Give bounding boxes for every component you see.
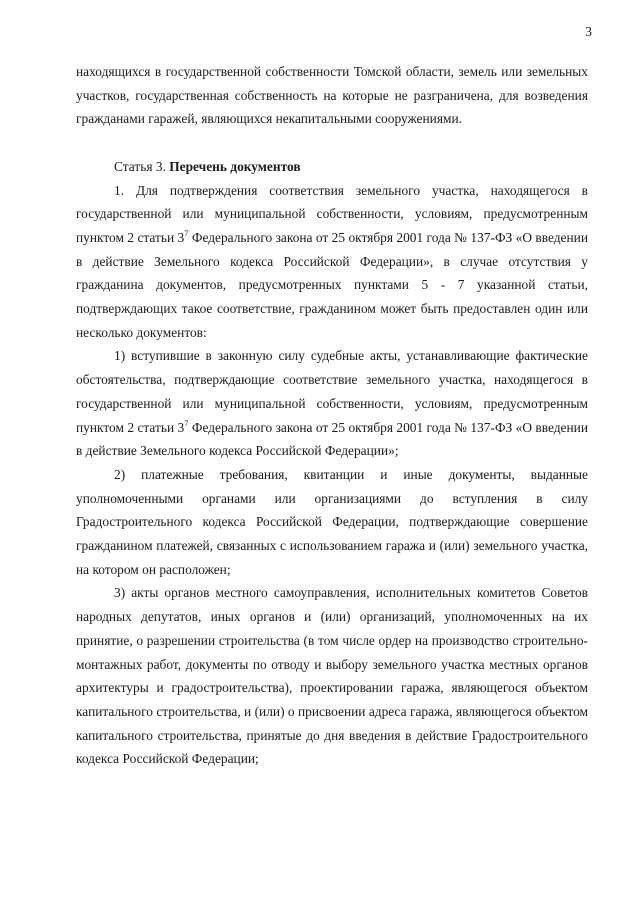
- paragraph-1-part-a: 1. Для подтверждения соответствия земельного участка, находящегося в государственной или муниципальной собственности, условиям, предусмотренным пунктом 2 статьи 3: [76, 182, 588, 245]
- paragraph-1: [76, 179, 588, 345]
- paragraph-1-superscript: 7: [184, 227, 189, 238]
- list-item-3: 3) акты органов местного самоуправления, исполнительных комитетов Советов народных депутатов, иных органов и (или) организаций, уполномоченных на их принятие, о разрешении строительства (в том числе ордер на производство строительно-монтажных работ, документы по отводу и выбору земельного участка местных органов архитектуры и градостроительства), проектировании гаража, являющегося объектом капитального строительства, и (или) о присвоении адреса гаража, являющегося объектом капитального строительства, принятые до дня введения в действие Градостроительного кодекса Российской Федерации;: [76, 585, 588, 767]
- article-heading: [76, 155, 588, 179]
- list-item-1-part-a: 1) вступившие в законную силу судебные акты, устанавливающие фактические обстоятельства, подтверждающие соответствие земельного участка, находящегося в государственной или муниципальной собственности, условиям, предусмотренным пунктом 2 статьи 3: [76, 348, 588, 435]
- list-item-1: [76, 344, 588, 463]
- list-item-1-part-b: Федерального закона от 25 октября 2001 года № 137-ФЗ «О введении в действие Земельного кодекса Российской Федерации»;: [76, 419, 588, 459]
- list-item-2: 2) платежные требования, квитанции и иные документы, выданные уполномоченными органами или организациями до вступления в силу Градостроительного кодекса Российской Федерации, подтверждающие совершение гражданином платежей, связанных с использованием гаража и (или) земельного участка, на котором он расположен;: [76, 466, 588, 577]
- article-title: Перечень документов: [169, 158, 301, 174]
- paragraph-gap: [76, 131, 588, 155]
- paragraph-1-part-b: Федерального закона от 25 октября 2001 года № 137-ФЗ «О введении в действие Земельного кодекса Российской Федерации», в случае отсутствия у гражданина документов, предусмотренных пунктами 5 - 7 указанной статьи, подтверждающих такое соответствие, гражданином может быть предоставлен один или несколько документов:: [76, 229, 588, 340]
- page-number: 3: [585, 24, 592, 39]
- list-item-1-superscript: 7: [184, 417, 189, 428]
- intro-paragraph: находящихся в государственной собственности Томской области, земель или земельных участков, государственная собственность на которые не разграничена, для возведения гражданами гаражей, являющихся некапитальными сооружениями.: [76, 64, 588, 127]
- document-body: [76, 60, 588, 771]
- article-prefix: Статья 3.: [114, 158, 170, 174]
